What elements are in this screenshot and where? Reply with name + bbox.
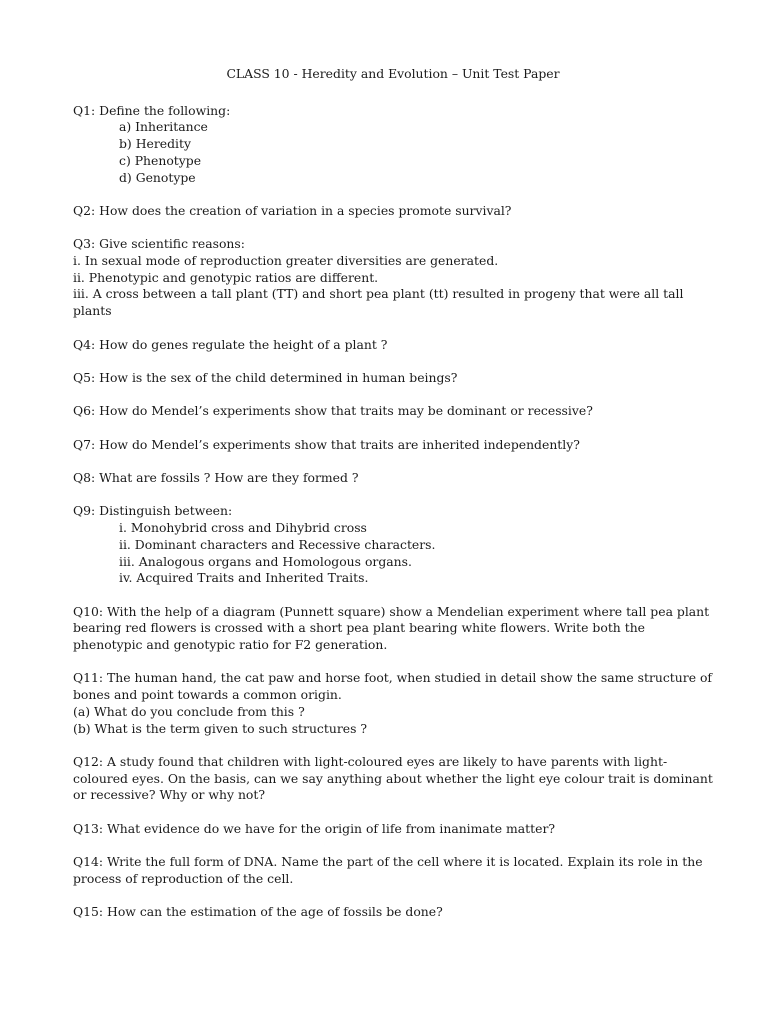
question-11	[73, 670, 713, 737]
list-item: a) Inheritance	[119, 119, 208, 135]
list-item: iii. Analogous organs and Homologous organs.	[119, 553, 412, 569]
question-prompt: Q11: The human hand, the cat paw and horse foot, when studied in detail show the same structure of bones and point towards a common origin.	[73, 670, 713, 703]
question-3	[73, 236, 713, 320]
list-item: b) Heredity	[119, 136, 191, 152]
question-6: Q6: How do Mendel’s experiments show that traits may be dominant or recessive?	[73, 403, 593, 419]
question-4: Q4: How do genes regulate the height of a plant ?	[73, 336, 388, 352]
question-prompt: Q1: Define the following:	[73, 102, 231, 118]
list-item: c) Phenotype	[119, 152, 202, 168]
question-15: Q15: How can the estimation of the age of fossils be done?	[73, 904, 443, 920]
list-item: (b) What is the term given to such structures ?	[73, 720, 368, 736]
question-7: Q7: How do Mendel’s experiments show that traits are inherited independently?	[73, 436, 580, 452]
question-8: Q8: What are fossils ? How are they formed ?	[73, 470, 359, 486]
question-prompt: Q3: Give scientific reasons:	[73, 236, 245, 252]
test-paper	[73, 66, 713, 938]
list-item: d) Genotype	[119, 169, 196, 185]
question-10: Q10: With the help of a diagram (Punnett square) show a Mendelian experiment where tall pea plant bearing red flowers is crossed with a short pea plant bearing white flowers. Write both the phenotypic and genotypic ratio for F2 generation.	[73, 603, 710, 653]
question-5: Q5: How is the sex of the child determined in human beings?	[73, 369, 458, 385]
page-title: CLASS 10 - Heredity and Evolution – Unit Test Paper	[226, 66, 560, 81]
question-prompt: Q9: Distinguish between:	[73, 503, 233, 519]
question-1	[73, 103, 713, 187]
question-14: Q14: Write the full form of DNA. Name the part of the cell where it is located. Explain its role in the process of reproduction of the cell.	[73, 854, 703, 886]
question-12: Q12: A study found that children with light-coloured eyes are likely to have parents with light-coloured eyes. On the basis, can we say anything about whether the light eye colour trait is dominant or recessive? Why or why not?	[73, 753, 713, 803]
list-item: i. In sexual mode of reproduction greater diversities are generated.	[73, 253, 499, 268]
question-13: Q13: What evidence do we have for the origin of life from inanimate matter?	[73, 820, 556, 836]
question-2: Q2: How does the creation of variation in a species promote survival?	[73, 202, 512, 218]
list-item: iii. A cross between a tall plant (TT) and short pea plant (tt) resulted in progeny that were all tall plants	[73, 286, 684, 319]
list-item: ii. Phenotypic and genotypic ratios are different.	[73, 269, 379, 285]
list-item: i. Monohybrid cross and Dihybrid cross	[119, 520, 367, 536]
list-item: ii. Dominant characters and Recessive characters.	[119, 536, 436, 552]
question-9	[73, 503, 713, 587]
list-item: iv. Acquired Traits and Inherited Traits.	[119, 570, 369, 586]
list-item: (a) What do you conclude from this ?	[73, 703, 305, 719]
